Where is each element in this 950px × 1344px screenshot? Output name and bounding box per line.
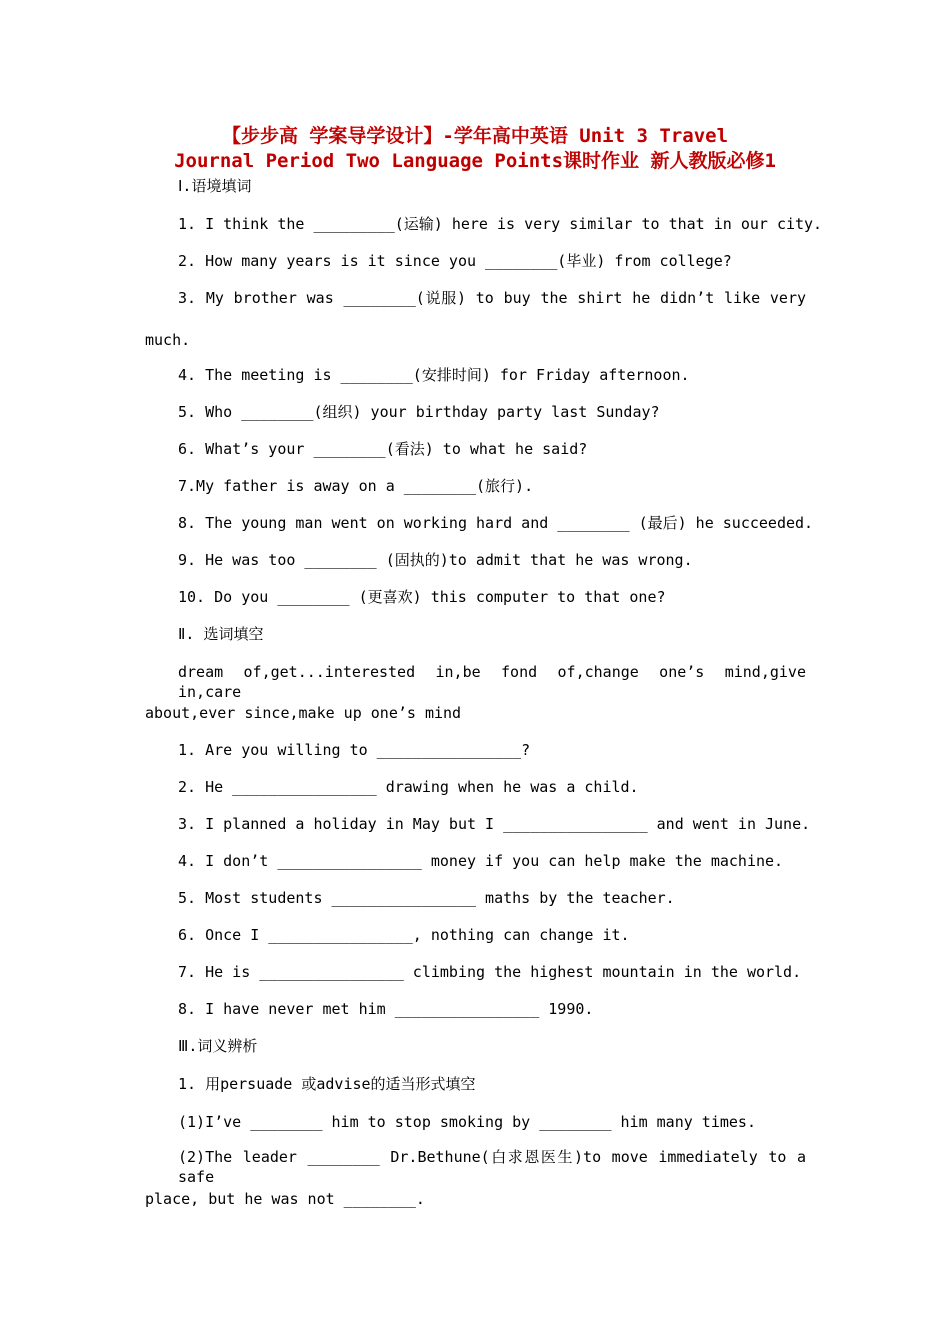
exercise-1-item-3: 3. My brother was ________(说服) to buy the shirt he didn’t like very	[178, 289, 806, 307]
exercise-1-item-6: 6. What’s your ________(看法) to what he said?	[178, 440, 588, 458]
exercise-1-item-5: 5. Who ________(组织) your birthday party last Sunday?	[178, 403, 660, 421]
word-bank-line-2: about,ever since,make up one’s mind	[145, 704, 462, 722]
document-title-line-2: Journal Period Two Language Points课时作业 新人教版必修1	[174, 150, 776, 172]
section-2-heading: Ⅱ. 选词填空	[178, 625, 264, 643]
exercise-1-item-8: 8. The young man went on working hard and ________ (最后) he succeeded.	[178, 514, 814, 532]
exercise-1-item-2: 2. How many years is it since you ________(毕业) from college?	[178, 252, 732, 270]
exercise-2-item-2: 2. He ________________ drawing when he was a child.	[178, 778, 639, 796]
document-title-line-1: 【步步高 学案导学设计】-学年高中英语 Unit 3 Travel	[221, 125, 729, 147]
exercise-2-item-7: 7. He is ________________ climbing the highest mountain in the world.	[178, 963, 802, 981]
exercise-1-item-1: 1. I think the _________(运输) here is very similar to that in our city.	[178, 215, 823, 233]
exercise-1-item-9: 9. He was too ________ (固执的)to admit that he was wrong.	[178, 551, 693, 569]
exercise-3-question-2-continued: place, but he was not ________.	[145, 1190, 425, 1208]
exercise-2-item-4: 4. I don’t ________________ money if you can help make the machine.	[178, 852, 784, 870]
exercise-1-item-10: 10. Do you ________ (更喜欢) this computer to that one?	[178, 588, 666, 606]
section-3-subheading: 1. 用persuade 或advise的适当形式填空	[178, 1075, 476, 1093]
exercise-1-item-4: 4. The meeting is ________(安排时间) for Friday afternoon.	[178, 366, 690, 384]
section-3-heading: Ⅲ.词义辨析	[178, 1037, 258, 1055]
exercise-2-item-8: 8. I have never met him ________________ 1990.	[178, 1000, 594, 1018]
exercise-1-item-3-continued: much.	[145, 331, 191, 349]
exercise-2-item-6: 6. Once I ________________, nothing can change it.	[178, 926, 630, 944]
exercise-2-item-3: 3. I planned a holiday in May but I ________________ and went in June.	[178, 815, 811, 833]
section-1-heading: Ⅰ.语境填词	[178, 177, 252, 195]
exercise-3-question-2: (2)The leader ________ Dr.Bethune(白求恩医生)to move immediately to a safe	[178, 1148, 806, 1186]
exercise-2-item-5: 5. Most students ________________ maths by the teacher.	[178, 889, 675, 907]
word-bank-line-1: dream of,get...interested in,be fond of,change one’s mind,give in,care	[178, 663, 806, 701]
exercise-3-question-1: (1)I’ve ________ him to stop smoking by ________ him many times.	[178, 1113, 756, 1131]
exercise-1-item-7: 7.My father is away on a ________(旅行).	[178, 477, 534, 495]
exercise-2-item-1: 1. Are you willing to ________________?	[178, 741, 531, 759]
